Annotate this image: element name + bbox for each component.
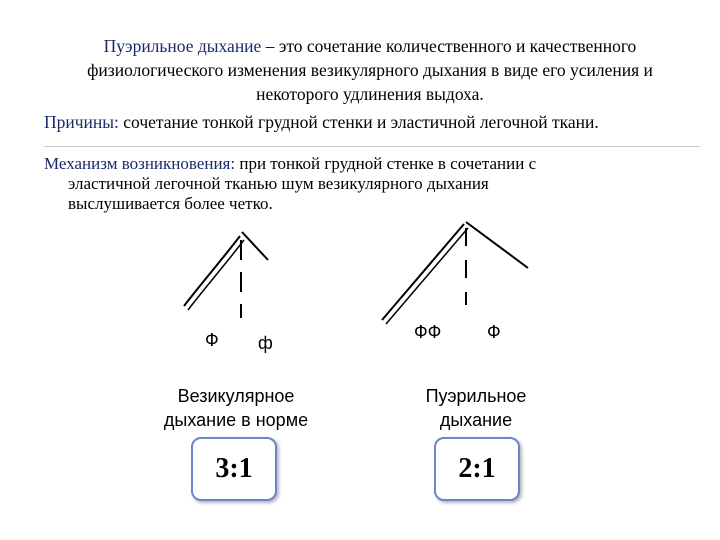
causes-text: сочетание тонкой грудной стенки и эластичной легочной ткани. xyxy=(118,112,599,132)
vesicular-caption-line-1: Везикулярное xyxy=(177,386,295,406)
mechanism-line-3: выслушивается более четко. xyxy=(68,194,273,213)
puerile-caption-line-1: Пуэрильное xyxy=(425,386,527,406)
puerile-inhale-line xyxy=(382,224,464,320)
puerile-caption xyxy=(376,384,576,432)
vesicular-ratio-box xyxy=(191,437,277,501)
puerile-exhale-line xyxy=(466,222,528,268)
vesicular-ratio: 3:1 xyxy=(215,453,253,484)
puerile-caption-line-2: дыхание xyxy=(439,410,513,430)
vesicular-inhale-line xyxy=(184,236,240,306)
puerile-inhale-label: ФФ xyxy=(414,322,442,342)
intro-line-2: физиологического изменения везикулярного дыхания в виде его усиления и xyxy=(87,60,653,80)
puerile-ratio: 2:1 xyxy=(458,453,496,484)
puerile-exhale-label: Ф xyxy=(487,322,501,342)
term-puerile-breathing: Пуэрильное дыхание xyxy=(103,36,262,56)
mechanism-line-2: эластичной легочной тканью шум везикулярного дыхания xyxy=(68,174,489,193)
term-mechanism: Механизм возникновения: xyxy=(44,154,236,173)
intro-line-1: – это сочетание количественного и качественного xyxy=(261,36,637,56)
vesicular-inhale-label: Ф xyxy=(205,330,219,350)
puerile-ratio-box xyxy=(434,437,520,501)
vesicular-caption xyxy=(136,384,336,432)
puerile-inhale-line-shadow xyxy=(386,228,468,324)
puerile-breath-diagram xyxy=(382,222,528,324)
vesicular-inhale-line-shadow xyxy=(188,240,244,310)
mechanism-line-1: при тонкой грудной стенке в сочетании с xyxy=(235,154,537,173)
intro-line-3: некоторого удлинения выдоха. xyxy=(256,84,484,104)
vesicular-caption-line-2: дыхание в норме xyxy=(163,410,309,430)
vesicular-exhale-line xyxy=(242,232,268,260)
vesicular-exhale-label: ф xyxy=(258,333,273,353)
term-causes: Причины: xyxy=(44,112,119,132)
vesicular-breath-diagram xyxy=(184,232,268,318)
